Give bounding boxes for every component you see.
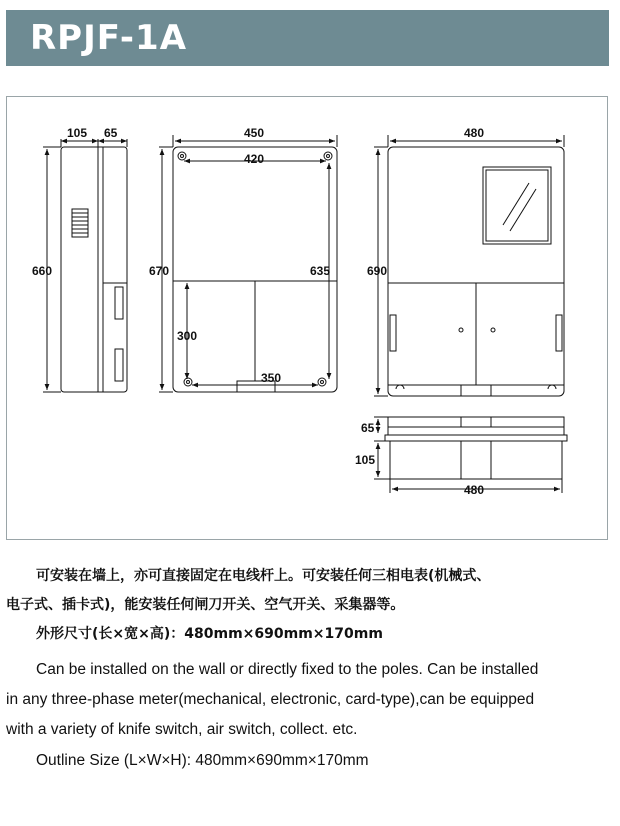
side-view [43, 139, 127, 392]
description-cn-size: 外形尺寸(长×宽×高)：480mm×690mm×170mm [36, 626, 383, 642]
dim-bottom-width-480: 480 [464, 483, 485, 497]
bottom-view [374, 417, 567, 493]
description-en-line-2: in any three-phase meter(mechanical, electronic, card-type),can be equipped [6, 691, 535, 708]
dim-back-hole-spacing-420: 420 [244, 152, 265, 166]
dim-back-width-450: 450 [244, 126, 265, 140]
description-en-line-1: Can be installed on the wall or directly fixed to the poles. Can be installed [36, 661, 539, 678]
dim-back-lower-300: 300 [177, 329, 198, 343]
dim-side-depth-65: 65 [104, 126, 118, 140]
technical-drawing [6, 96, 608, 540]
dim-back-bottom-350: 350 [261, 371, 282, 385]
description-en-size: Outline Size (L×W×H): 480mm×690mm×170mm [36, 752, 369, 769]
dim-bottom-depth-105: 105 [355, 453, 376, 467]
description-cn-line-2: 电子式、插卡式)，能安装任何闸刀开关、空气开关、采集器等。 [6, 597, 405, 613]
dim-side-depth-105: 105 [67, 126, 88, 140]
product-title: RPJF-1A [30, 18, 188, 58]
description-en-line-3: with a variety of knife switch, air switch, collect. etc. [6, 721, 358, 738]
dim-bottom-depth-65: 65 [361, 421, 375, 435]
dim-side-height-660: 660 [32, 264, 53, 278]
dim-back-height-635: 635 [310, 264, 331, 278]
title-bar [6, 10, 609, 66]
dim-front-width-480: 480 [464, 126, 485, 140]
description-cn-line-1: 可安装在墙上，亦可直接固定在电线杆上。可安装任何三相电表(机械式、 [36, 568, 491, 584]
dim-back-height-670: 670 [149, 264, 170, 278]
front-view [374, 135, 564, 396]
dim-front-height-690: 690 [367, 264, 388, 278]
